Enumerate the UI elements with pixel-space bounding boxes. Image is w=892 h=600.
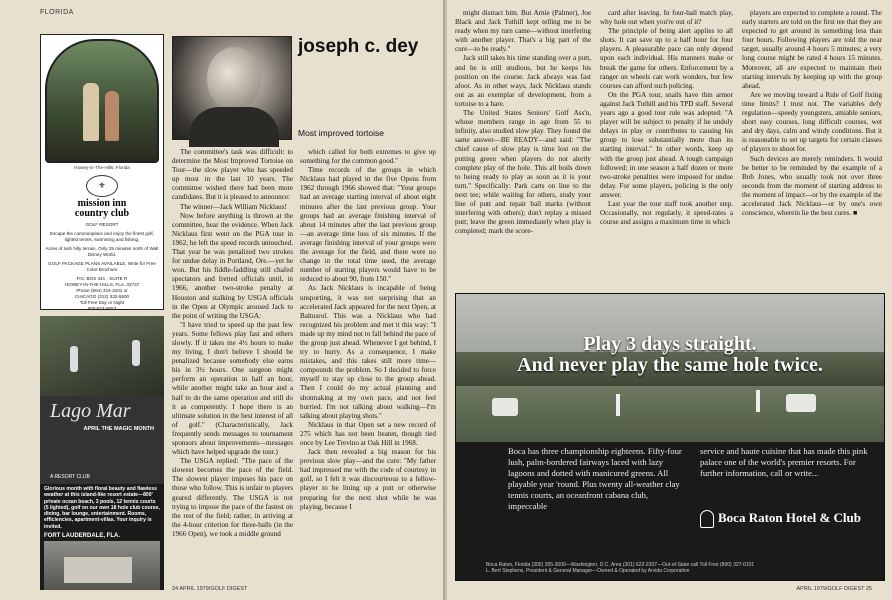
paragraph: The USGA replied: "The pace of the slowest becomes the pace of the field. The slowest player imposes his pace on those who follow. This is unfair to players geared differently. The USGA is not trying to impose the pace of the fastest on the rest of the field; rather, in arriving at the 4-hour criterion for three-balls (in the 1966 Open), we took a middle ground bbox=[172, 457, 293, 538]
paragraph: On the PGA tour, snails have thin armor against Jack Tuthill and his TPD staff. Several years ago a good tour rule was adopted: "A player will be subject to penalty if he unduly delays in play or contributes to causing his group to lose substantially more than its starting interval." In other words, keep up with the group just ahead. A tough campaign followed; in one season a half dozen or more two-stroke penalties were imposed for undue delay. For some players, policing is the only answer. bbox=[600, 90, 733, 199]
author-portrait bbox=[172, 36, 292, 140]
article-column-3 bbox=[455, 9, 591, 285]
article-column-2 bbox=[300, 148, 436, 573]
boca-raton-ad bbox=[455, 293, 885, 581]
golf-cart bbox=[786, 394, 816, 412]
crest-icon: ⚜ bbox=[86, 175, 118, 197]
ad-sub: GOLF RESORT bbox=[85, 222, 119, 227]
ad-resort: A RESORT CLUB bbox=[50, 474, 90, 480]
ad-body: Glorious month with floral beauty and flawless weather at this island-like resort estate—800' private ocean beach, 3 pools, 12 tennis courts (5 lighted), golf on our own 18 hole club course, dining, bar lounge, entertainment. Rooms, efficiencies, apartment-villas. Your inquiry is invited. bbox=[44, 486, 160, 530]
paragraph: might distract him. But Arnie (Palmer), Joe Black and Jack Tuthill kept telling me to be ready when my turn came—without interfering with another player. That's a big part of the cure—to be ready." bbox=[455, 9, 591, 54]
tower-icon bbox=[700, 510, 714, 528]
ad-copy-left: Boca has three championship eighteens. Fifty-four lush, palm-bordered fairways laced with lazy lagoons and dotted with manicured greens. All playable year 'round. Plus twenty all-weather clay tennis courts, an oceanfront cabana club, impeccable bbox=[508, 446, 682, 511]
paragraph: Last year the tour staff took another step. Occasionally, not regularly, it speed-rates a course and assigns a maximum time in which bbox=[600, 199, 733, 227]
left-page bbox=[0, 0, 443, 600]
ad-logo-panel bbox=[40, 396, 164, 484]
ad-building-photo bbox=[44, 541, 160, 590]
ad-phone4: 800-874-9053 bbox=[87, 306, 117, 310]
folio-left: 24 APRIL 1979/GOLF DIGEST bbox=[172, 586, 248, 592]
article-column-1 bbox=[172, 148, 293, 573]
paragraph: Nicklaus in that Open set a new record of 275 which has not been beaten, though tied once by Lee Trevino at Oak Hill in 1968. bbox=[300, 420, 436, 447]
lago-mar-logo: Lago Mar bbox=[50, 400, 131, 422]
ad-month: APRIL THE MAGIC MONTH bbox=[83, 426, 154, 432]
ad-blurb2: Acres of lush hilly terrain. Only 25 minutes north of Walt Disney World. bbox=[45, 246, 159, 257]
paragraph: Such devices are merely reminders. It would be better to be reminded by the example of a Bob Jones, who usually took not over three seconds from the moment of starting address to the moment of impact—or by the example of the accelerated Jack Nicklaus—or by one's own conscience, wherein lie the best cures. ■ bbox=[742, 154, 882, 218]
ad-headline bbox=[456, 334, 884, 376]
ad-phone2: CHICAGO (312) 332-5500 bbox=[74, 294, 130, 299]
ad-contact bbox=[486, 562, 874, 574]
byline: joseph c. dey bbox=[298, 36, 419, 57]
paragraph: which called for both extremes to give up something for the common good." bbox=[300, 148, 436, 166]
mission-inn-ad bbox=[40, 34, 164, 310]
golf-cart bbox=[492, 398, 518, 416]
paragraph: players are expected to complete a round. The early starters are told on the first tee that they are expected to get around in something less than four hours. Following players are told the near target, usually around 4 hours 5 minutes; a very long course might be rated 4 hours 15 minutes. Moreover, all are expected to maintain their starting intervals by keeping up with the group ahead. bbox=[742, 9, 882, 90]
golfer-figure bbox=[756, 390, 760, 412]
paragraph: The principle of being alert applies to all shots. It can save up to a half hour for four players. A pleasurable pace can only depend upon each individual. His manners make or break the game for others. Enforcement by a ranger on wheels can work wonders, but few courses can afford such policing. bbox=[600, 27, 733, 90]
ad-phone1: Phone (904) 324-3101 or bbox=[76, 288, 128, 293]
paragraph: Time records of the groups in which Nicklaus had played in the five Opens from 1962 through 1966 showed that: "Your groups had an average starting interval of about eight minutes after the last previous group. Your groups had an average finishing interval of about 14 minutes after the last previous group—an average time loss of six minutes. If the average finishing interval of your groups were the average for the field, and there were no change in the total time used, the average number of starting players would have to be reduced to about 90, from 150." bbox=[300, 166, 436, 284]
ad-contact-line2: L. Bert Stephens, President & General Manager—Owned & Operated by Arvida Corporation bbox=[486, 567, 690, 574]
paragraph: As Jack Nicklaus is incapable of being unsporting, it was not surprising that an accelerated Jack appeared for the next Open, at Baltusrol. This was a Nicklaus who had recognized his problem and met it this way: "I made up my mind not to fall behind the pace of the group just ahead. Whenever I get behind, I try to hurry. As a consequence, I make mistakes, and this takes still more time—compounds the problem. So I decided to force myself to stay up close to the group ahead. Then I could do my actual planning and shotmaking at my own pace, and not feel hurried. I'm not talking about walking—I'm talking about playing shots." bbox=[300, 284, 436, 420]
ad-headline-line1: Play 3 days straight. bbox=[583, 333, 757, 355]
paragraph: The winner—Jack William Nicklaus! bbox=[180, 202, 287, 211]
paragraph: card after leaving. In four-ball match play, why hole out when you're out of it? bbox=[600, 9, 733, 27]
lago-mar-ad bbox=[40, 316, 164, 590]
ad-address2: HOWEY-IN-THE-HILLS, FLA. 32737 bbox=[64, 282, 140, 287]
ad-headline-line2: And never play the same hole twice. bbox=[517, 354, 823, 376]
article-column-4 bbox=[600, 9, 733, 285]
ad-photo-caption: Howey-In-The-Hills, Florida bbox=[74, 165, 130, 170]
paragraph: Are we moving toward a Rule of Golf fixing time limits? I trust not. The variables defy regulation—speedy youngsters, amiable seniors, short easy courses, long difficult courses, wet and dry days, calm and windy conditions. But it is reasonable to set up targets for certain classes of players to shoot for. bbox=[742, 90, 882, 154]
paragraph: "I have tried to speed up the past few years. Some fellows play fast and others slowly. If it takes me 4½ hours to make my living, I don't believe I should be penalized because somebody else earns his in 3½ hours. One surgeon might perform an operation in half an hour, while another might take an hour and a half to do the same operation and still do it as competently. I hope there is an ultimate solution in the best interest of all of golf." (Characteristically, Jack frequently sends messages to tournament sponsors about improvements—messages which have helped upgrade the tour.) bbox=[172, 320, 293, 457]
right-page bbox=[447, 0, 892, 600]
ad-tennis-photo bbox=[40, 316, 164, 396]
paragraph: Jack still takes his time standing over a putt, and he is still studious, but he keeps his position on the course. Jack always was fast afoot. As in other ways, Jack Nicklaus stands out as an exemplar of development, from a tortoise to a hare. bbox=[455, 54, 591, 108]
section-label: FLORIDA bbox=[40, 9, 74, 16]
article-column-5 bbox=[742, 9, 882, 261]
ad-copy-right: service and haute cuisine that has made this pink palace one of the world's premier resorts. For further information, call or write... bbox=[700, 446, 868, 478]
paragraph: The United States Seniors' Golf Ass'n, whose members range in age from 55 to infinity, also studied slow play. They found the same answer—BE READY—and said: "The chief cause of slow play is time lost on the putting green when players do not alertly complete play of the hole. This all boils down to being ready to play as soon as it is your turn." Specifically: Park carts on line to the next tee; while waiting for others, study your line of putt and repair ball marks (without interfering with others); don't replay a missed putt; leave the green immediately when play is completed; mark the score- bbox=[455, 109, 591, 236]
ad-name-line2: country club bbox=[74, 208, 130, 219]
ad-city: FORT LAUDERDALE, FLA. bbox=[44, 533, 120, 540]
ad-contact-line1: Boca Raton, Florida (305) 395-3000—Washington, D.C. Area (301) 622-2307—Out-of-State call Toll Free (800) 327-0101 bbox=[486, 561, 755, 568]
paragraph: The committee's task was difficult: to determine the Most Improved Tortoise on Tour—the slow player who has speeded up most in the last 10 years. The committee wished there had been more candidates. But it is pleased to announce: bbox=[172, 148, 293, 202]
ad-blurb1: Escape the commonplace and enjoy the finest golf, lighted tennis, swimming and fishing. bbox=[50, 231, 154, 242]
ad-name-line1: mission inn bbox=[77, 198, 127, 209]
ad-blurb3: GOLF PACKAGE PLANS AVAILABLE. Write for Free Color Brochure bbox=[48, 261, 156, 272]
paragraph: Now before anything is thrown at the committee, hear the evidence. When Jack Nicklaus first went on the PGA tour in 1962, he left the speed records untouched. That year he was penalized two strokes for undue delay in Portland, Ore.—yet he won. But his fiddle-faddling still chafed spectators and fretted officials until, in 1966, another two-stroke penalty at Houston and stalking by USGA officials in the Open at Olympic aroused Jack to the point of writing the USGA: bbox=[172, 211, 293, 320]
ad-phone3: Toll Free Day or Night bbox=[79, 300, 125, 305]
photo-caption: Most improved tortoise bbox=[298, 128, 384, 138]
ad-address1: P.O. BOX 441 · SUITE R bbox=[76, 276, 128, 281]
golfer-figure bbox=[616, 394, 620, 416]
paragraph: Jack then revealed a big reason for his previous slow play—and the cure: "My father had impressed me with the code of courtesy in golf, so I felt it was discourteous to a fellow-player to be lining up a putt or otherwise preparing for the next shot while he was playing, because I bbox=[300, 448, 436, 511]
boca-logo-text: Boca Raton Hotel & Club bbox=[718, 510, 861, 525]
folio-right: APRIL 1979/GOLF DIGEST 25 bbox=[796, 586, 872, 592]
boca-logo bbox=[700, 510, 861, 528]
ad-photo bbox=[45, 39, 159, 163]
